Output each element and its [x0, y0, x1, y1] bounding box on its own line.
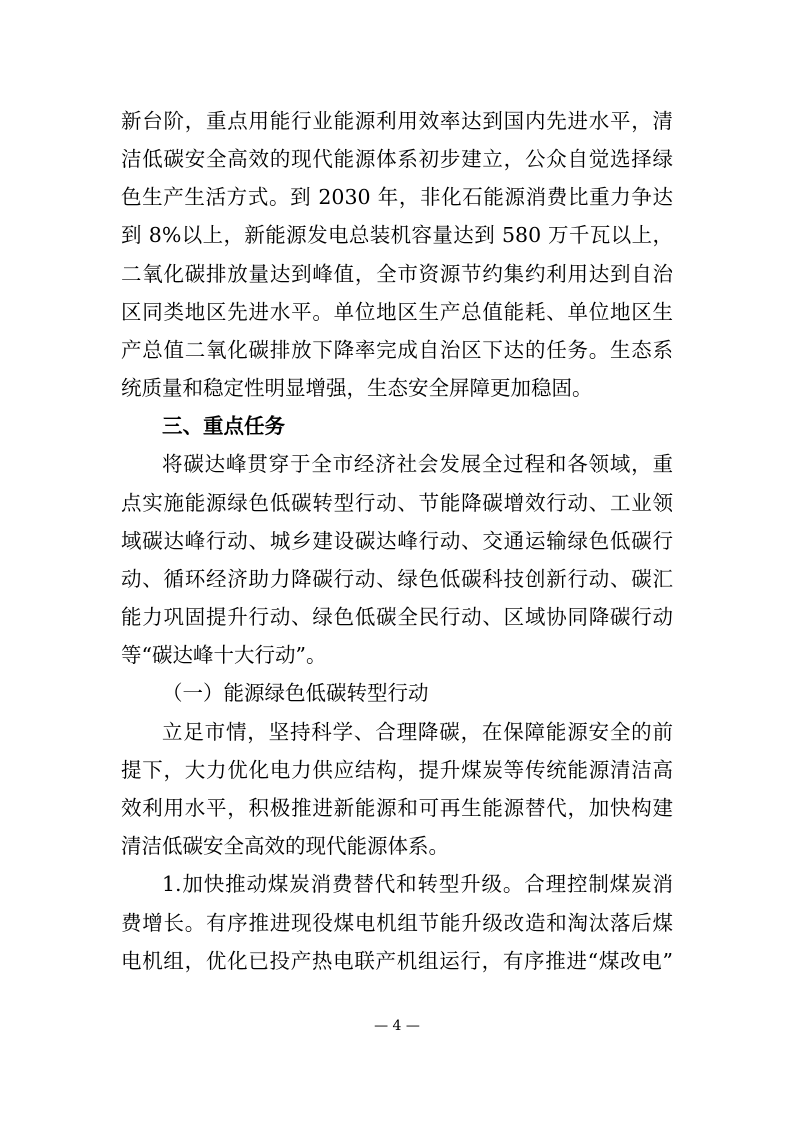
- paragraph-line: 域碳达峰行动、城乡建设碳达峰行动、交通运输绿色低碳行: [121, 529, 673, 553]
- paragraph-line: 动、循环经济助力降碳行动、绿色低碳科技创新行动、碳汇: [121, 567, 673, 591]
- paragraph-line: 提下，大力优化电力供应结构，提升煤炭等传统能源清洁高: [121, 758, 673, 782]
- paragraph-line: 将碳达峰贯穿于全市经济社会发展全过程和各领域，重: [162, 452, 673, 476]
- paragraph-line: 能力巩固提升行动、绿色低碳全民行动、区域协同降碳行动: [121, 605, 673, 629]
- paragraph-line: 效利用水平，积极推进新能源和可再生能源替代，加快构建: [121, 796, 673, 820]
- paragraph-line: 色生产生活方式。到 2030 年，非化石能源消费比重力争达: [121, 185, 673, 209]
- paragraph-line: 新台阶，重点用能行业能源利用效率达到国内先进水平，清: [121, 109, 673, 133]
- paragraph-line: 二氧化碳排放量达到峰值，全市资源节约集约利用达到自治: [121, 262, 673, 286]
- paragraph-line: 区同类地区先进水平。单位地区生产总值能耗、单位地区生: [121, 300, 673, 324]
- paragraph-line: 等“碳达峰十大行动”。: [121, 643, 327, 667]
- paragraph-line: 清洁低碳安全高效的现代能源体系。: [121, 834, 449, 858]
- paragraph-line: 1.加快推动煤炭消费替代和转型升级。合理控制煤炭消: [162, 872, 673, 896]
- paragraph-line: 立足市情，坚持科学、合理降碳，在保障能源安全的前: [162, 720, 673, 744]
- section-heading: 三、重点任务: [162, 414, 285, 438]
- page-number: — 4 —: [374, 1018, 420, 1034]
- paragraph-line: 到 8%以上，新能源发电总装机容量达到 580 万千瓦以上，: [121, 223, 673, 247]
- subsection-heading: （一）能源绿色低碳转型行动: [162, 681, 429, 705]
- paragraph-line: 电机组，优化已投产热电联产机组运行，有序推进“煤改电”: [121, 949, 673, 973]
- paragraph-line: 洁低碳安全高效的现代能源体系初步建立，公众自觉选择绿: [121, 147, 673, 171]
- paragraph-line: 费增长。有序推进现役煤电机组节能升级改造和淘汰落后煤: [121, 911, 673, 935]
- paragraph-line: 统质量和稳定性明显增强，生态安全屏障更加稳固。: [121, 376, 593, 400]
- paragraph-line: 点实施能源绿色低碳转型行动、节能降碳增效行动、工业领: [121, 491, 673, 515]
- paragraph-line: 产总值二氧化碳排放下降率完成自治区下达的任务。生态系: [121, 338, 673, 362]
